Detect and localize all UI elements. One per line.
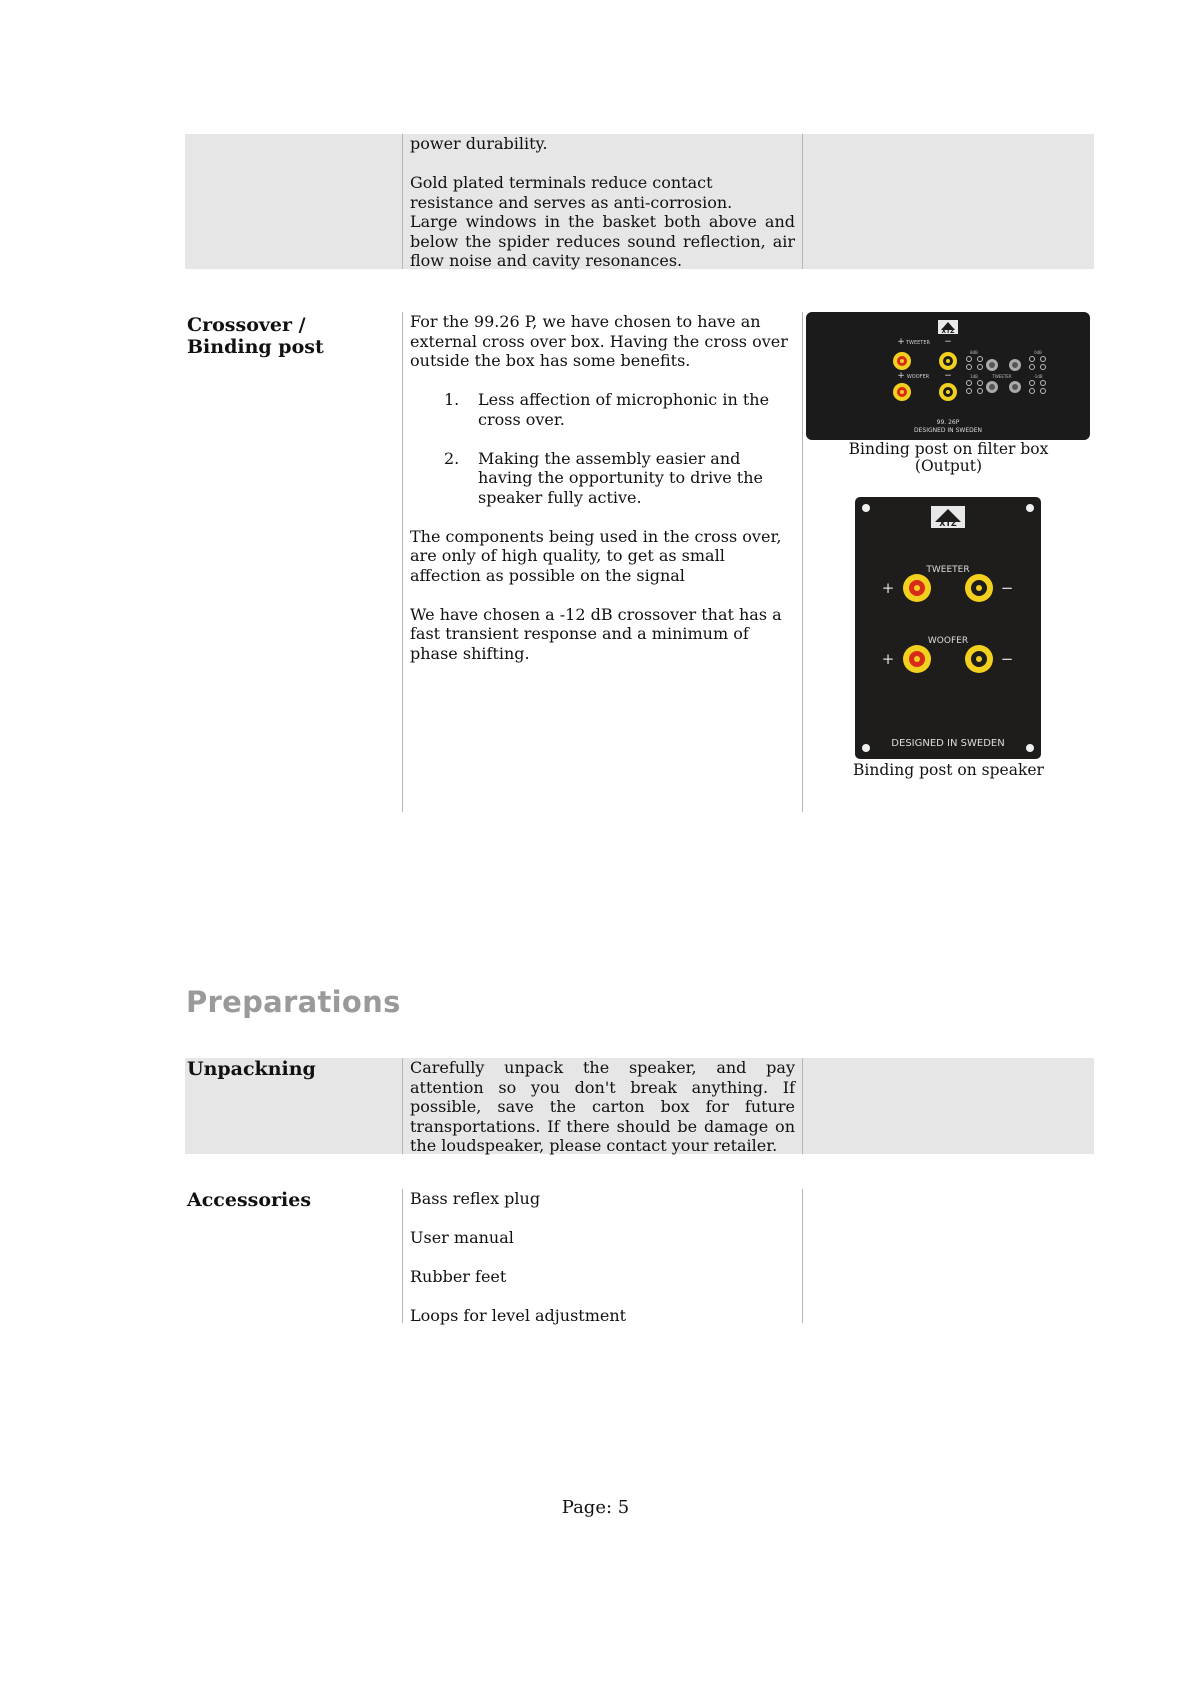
list-item: Loops for level adjustment [410, 1306, 627, 1325]
plus-label: + [881, 579, 895, 597]
terminal-gold [939, 383, 957, 401]
xtz-logo [931, 506, 965, 528]
jumper-label: 0dB [1034, 350, 1042, 355]
jumper-label: -1dB [1033, 374, 1043, 379]
row-images [803, 312, 1094, 779]
label-line: Binding post [187, 336, 324, 358]
jumper-label: 8dB [970, 350, 978, 355]
designed-label: DESIGNED IN SWEDEN [891, 738, 1005, 749]
woofer-label: WOOFER [906, 374, 930, 380]
row-text [402, 312, 803, 812]
speaker-panel-image [855, 497, 1041, 759]
minus-label: − [1000, 579, 1014, 597]
woofer-label: WOOFER [927, 636, 969, 646]
page-number: Page: 5 [561, 1497, 630, 1518]
svg-text:XTZ: XTZ [939, 519, 957, 528]
level-knob [1009, 359, 1021, 371]
list-item [444, 449, 795, 508]
terminal-gold [965, 645, 993, 673]
row-text [402, 1058, 803, 1154]
level-knob [1009, 381, 1021, 393]
image-caption: Binding post on filter box (Output) [848, 440, 1049, 475]
paragraph: We have chosen a -12 dB crossover that has a fast transient response and a minimum of phase shifting. [410, 604, 782, 663]
terminal-red [893, 352, 911, 370]
level-knob [986, 381, 998, 393]
list-item: Bass reflex plug [410, 1189, 541, 1208]
plus-label: + [897, 371, 905, 381]
terminal-red [903, 574, 931, 602]
spec-row-top [185, 134, 1094, 269]
spec-row-unpacking [185, 1058, 1094, 1154]
terminal-red [903, 645, 931, 673]
minus-label: − [1000, 650, 1014, 668]
row-text [402, 1189, 803, 1323]
terminal-red [893, 383, 911, 401]
model-label: 99. 26P [936, 419, 960, 426]
xtz-logo [938, 320, 958, 335]
row-label [185, 1189, 402, 1213]
terminal-gold [965, 574, 993, 602]
list-number: 2. [444, 448, 460, 468]
section-heading: Preparations [186, 985, 401, 1019]
level-knob [986, 359, 998, 371]
text-line: Gold plated terminals reduce contact resistance and serves as anti-corrosion. [410, 173, 733, 212]
paragraph: The components being used in the cross over, are only of high quality, to get as small affection as possible on the signal [410, 526, 782, 585]
minus-label: − [944, 337, 952, 347]
image-caption: Binding post on speaker [853, 761, 1044, 779]
minus-label: − [944, 371, 952, 381]
tweeter-label: TWEETER [905, 340, 931, 346]
list-number: 1. [444, 390, 460, 409]
text-line: power durability. [410, 134, 548, 153]
tweeter-label: TWEETER [992, 374, 1012, 379]
designed-label: DESIGNED IN SWEDEN [913, 427, 983, 434]
plus-label: + [881, 650, 895, 668]
list-text: Making the assembly easier and having the opportunity to drive the speaker fully active. [478, 448, 763, 507]
svg-text:XTZ: XTZ [941, 328, 955, 335]
plus-label: + [897, 337, 905, 347]
label-line: Accessories [187, 1189, 312, 1211]
spec-row-crossover [185, 312, 1094, 812]
list-text: Less affection of microphonic in the cross over. [478, 390, 770, 429]
list-item: Rubber feet [410, 1267, 507, 1286]
paragraph: Carefully unpack the speaker, and pay attention so you don't break anything. If possible, save the carton box for future transportations. If there should be damage on the loudspeaker, please contact your retailer. [410, 1058, 795, 1155]
list-item: User manual [410, 1228, 514, 1247]
paragraph: For the 99.26 P, we have chosen to have an external cross over box. Having the cross over outside the box has some benefits. [410, 312, 788, 370]
label-line: Crossover / [187, 314, 306, 336]
tweeter-label: TWEETER [926, 565, 970, 575]
spec-row-accessories [185, 1189, 1094, 1323]
row-text [402, 134, 803, 269]
row-label [185, 312, 402, 360]
row-label [185, 1058, 402, 1082]
label-line: Unpackning [187, 1058, 316, 1080]
list-item [444, 390, 795, 429]
benefits-list [410, 390, 795, 507]
terminal-gold [939, 352, 957, 370]
jumper-label: 1dB [970, 374, 978, 379]
filter-box-panel-image [806, 312, 1090, 440]
text-line: Large windows in the basket both above and below the spider reduces sound reflection, air flow noise and cavity resonances. [410, 212, 795, 270]
